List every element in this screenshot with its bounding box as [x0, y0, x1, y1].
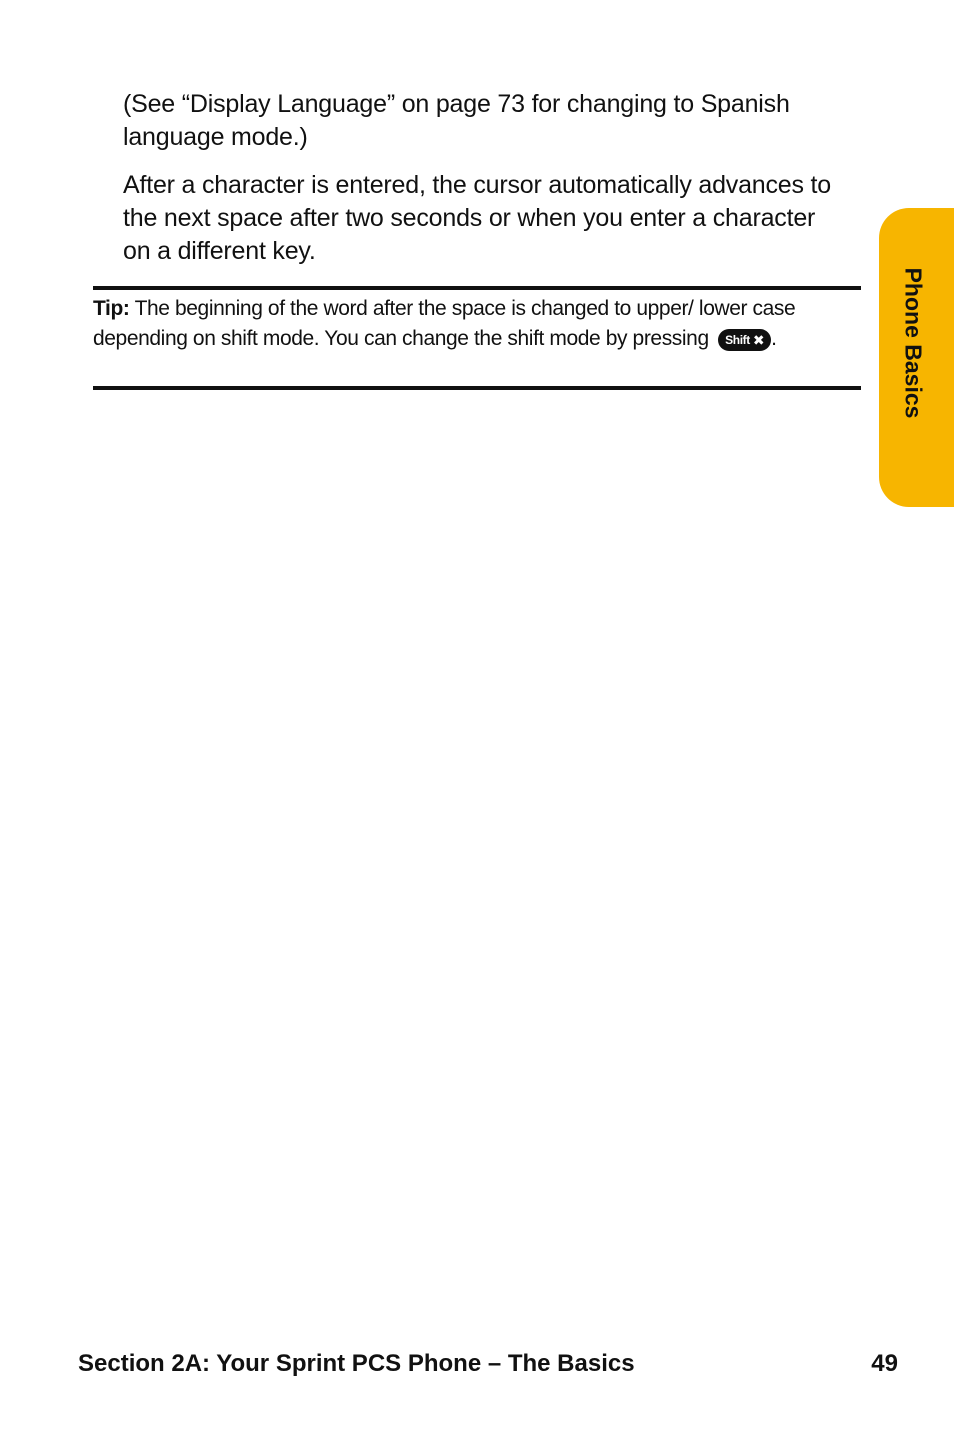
side-tab-label: Phone Basics: [900, 267, 926, 418]
asterisk-x-icon: ✖: [752, 332, 765, 348]
shift-key-label: Shift: [725, 333, 750, 347]
body-paragraph-cursor-advance: After a character is entered, the cursor automatically advances to the next space after two seconds or when you enter a character on a different key.: [123, 171, 831, 265]
footer-section-title: Section 2A: Your Sprint PCS Phone – The Basics: [78, 1350, 635, 1377]
tip-text: [93, 294, 861, 354]
shift-key-icon: [718, 329, 771, 351]
tip-end: .: [771, 327, 777, 350]
tip-body: The beginning of the word after the space is changed to upper/ lower case depending on shift mode. You can change the shift mode by pressing: [93, 297, 796, 350]
page-footer: [78, 1350, 898, 1378]
page-number: 49: [871, 1350, 898, 1377]
section-side-tab: [879, 208, 954, 507]
body-paragraph-display-language: (See “Display Language” on page 73 for changing to Spanish language mode.): [123, 90, 790, 151]
tip-label: Tip:: [93, 297, 130, 320]
tip-box: [93, 286, 861, 390]
